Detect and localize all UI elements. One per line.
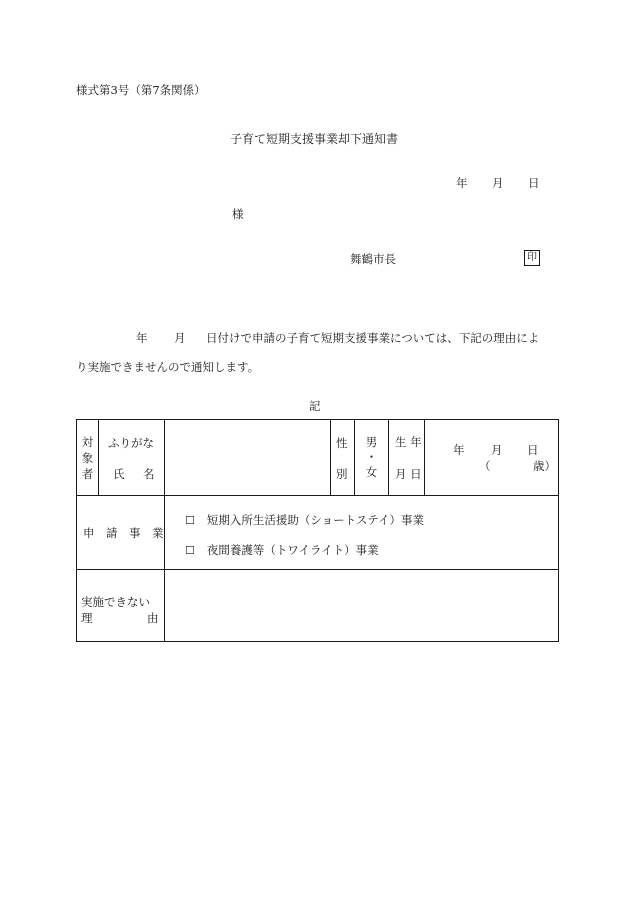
date-day-label: 日 — [528, 176, 540, 190]
body-month-label: 月 — [174, 331, 186, 345]
form-number: 様式第3号（第7条関係） — [76, 83, 206, 97]
sex-choice-cell[interactable] — [355, 420, 389, 496]
sex-separator: ・ — [365, 450, 378, 464]
checkbox-icon[interactable]: ☐ — [185, 514, 195, 527]
addressee-suffix: 様 — [232, 207, 244, 221]
subject-label-char: 象 — [81, 451, 94, 465]
subject-label-char: 者 — [81, 467, 94, 481]
subject-label-char: 対 — [81, 435, 94, 449]
age-close-label: 歳） — [533, 459, 556, 473]
subject-row — [77, 420, 559, 496]
birth-year-label: 年 — [453, 443, 465, 457]
reason-input-cell[interactable] — [165, 570, 559, 642]
name-label-char: 名 — [143, 467, 155, 481]
service-row — [77, 496, 559, 570]
body-year-label: 年 — [136, 331, 148, 345]
reason-label-char: 由 — [147, 611, 159, 625]
sex-male-option[interactable]: 男 — [365, 435, 378, 449]
name-label-cell — [99, 420, 165, 496]
service-option-twilight[interactable] — [185, 542, 379, 558]
birthdate-input-cell[interactable] — [425, 420, 559, 496]
service-option-shortstay[interactable] — [185, 512, 424, 528]
name-input-cell[interactable] — [165, 420, 331, 496]
sex-label-char: 性 — [336, 436, 348, 450]
birth-day-label: 日 — [527, 443, 539, 457]
date-month-label: 月 — [492, 176, 504, 190]
body-text-line-2: り実施できませんので通知します。 — [76, 360, 260, 374]
reason-row — [77, 570, 559, 642]
seal-mark: 印 — [524, 250, 540, 266]
issuer-name: 舞鶴市長 — [350, 252, 396, 266]
sex-label-cell — [331, 420, 355, 496]
service-label-cell — [77, 496, 165, 570]
document-title: 子育て短期支援事業却下通知書 — [230, 132, 399, 146]
sex-female-option[interactable]: 女 — [365, 465, 378, 479]
service-option-label: 短期入所生活援助（ショートステイ）事業 — [206, 513, 424, 527]
body-text-line-1: 日付けで申請の子育て短期支援事業については、下記の理由によ — [206, 331, 540, 345]
birthdate-label-line-1: 生 年 — [395, 435, 422, 449]
age-open-paren: （ — [479, 459, 491, 473]
birthdate-label-line-2: 月 日 — [395, 467, 422, 481]
subject-label-cell — [77, 420, 99, 496]
service-option-label: 夜間養護等（トワイライト）事業 — [206, 543, 379, 557]
birth-month-label: 月 — [491, 443, 503, 457]
reason-label-char: 理 — [81, 611, 93, 625]
birthdate-label-cell — [389, 420, 425, 496]
furigana-label: ふりがな — [108, 436, 154, 450]
ki-heading: 記 — [309, 399, 321, 413]
sex-label-char: 別 — [336, 467, 348, 481]
service-options-cell — [165, 496, 559, 570]
name-label-char: 氏 — [113, 467, 125, 481]
reason-label-line-1: 実施できない — [81, 595, 150, 609]
reason-label-cell — [77, 570, 165, 642]
application-table — [76, 419, 559, 642]
date-year-label: 年 — [456, 176, 468, 190]
service-label: 申 請 事 業 — [83, 525, 164, 540]
checkbox-icon[interactable]: ☐ — [185, 544, 195, 557]
